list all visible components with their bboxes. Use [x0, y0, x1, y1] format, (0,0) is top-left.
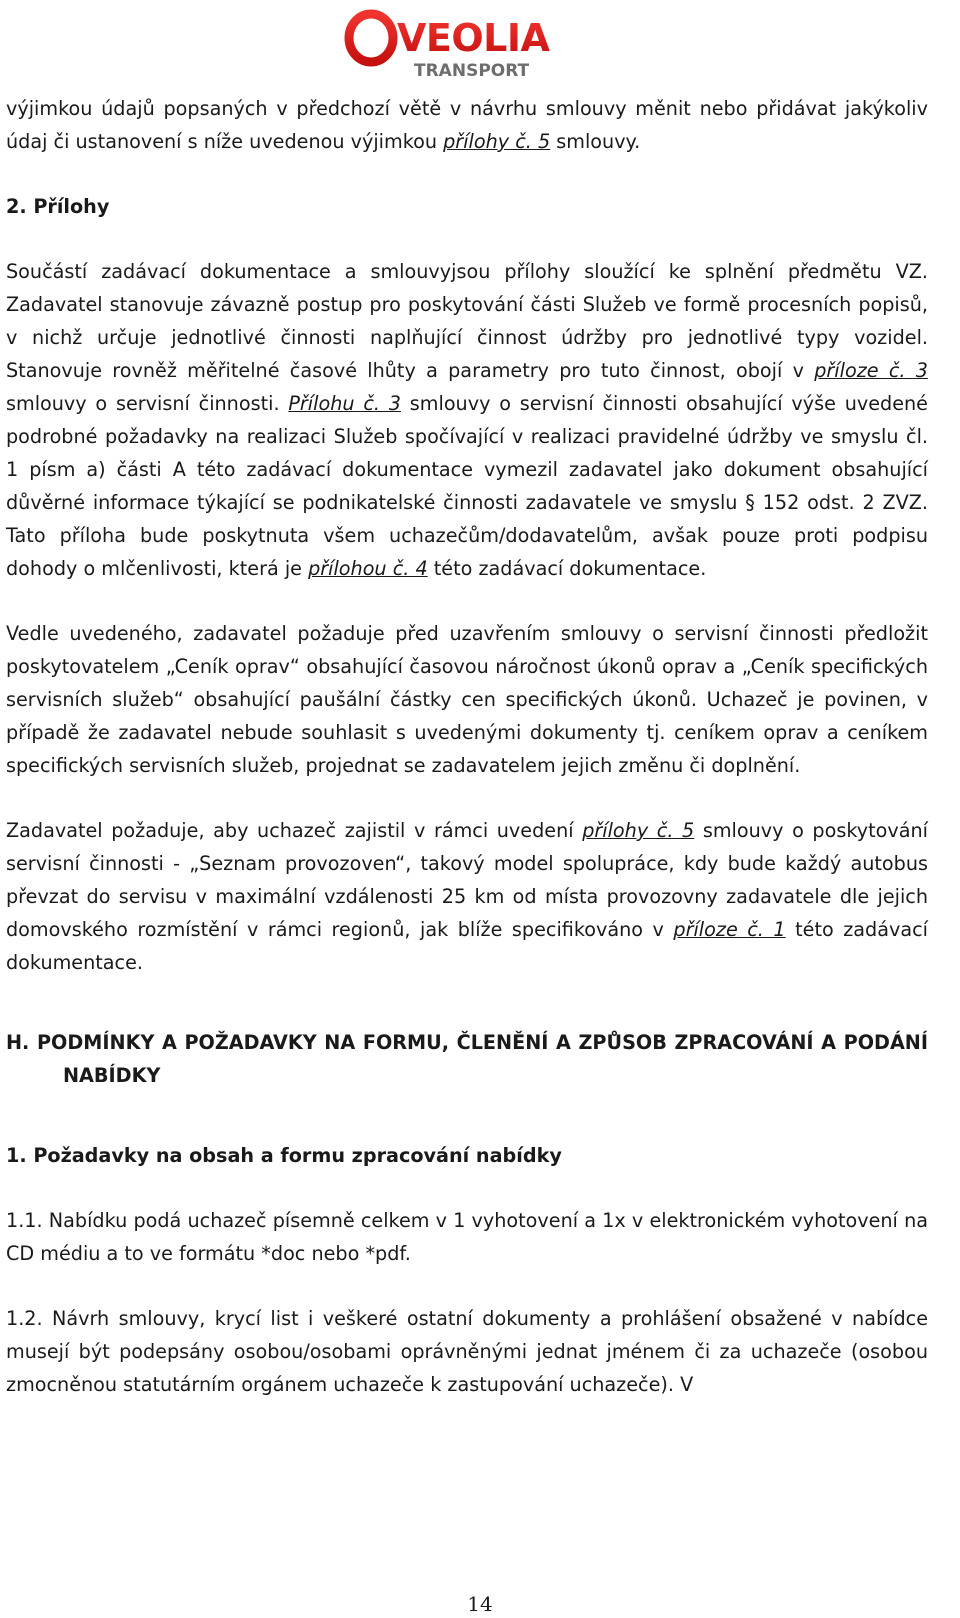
- ref-priloha-3: příloze č. 3: [814, 359, 928, 382]
- paragraph-1-2: 1.2. Návrh smlouvy, krycí list i veškeré ostatní dokumenty a prohlášení obsažené v nabídce musejí být podepsány osobou/osobami oprávněnými jednat jménem či za uchazeče (osobou zmocněnou statutárním orgánem uchazeče k zastupování uchazeče). V: [6, 1307, 928, 1396]
- paragraph-continuation: výjimkou údajů popsaných v předchozí větě v návrhu smlouvy měnit nebo přidávat jakýkoliv údaj či ustanovení s níže uvedenou výjimkou přílohy č. 5 smlouvy.: [6, 97, 928, 153]
- ref-priloha-5-b: přílohy č. 5: [582, 819, 695, 842]
- paragraph-ceniky: Vedle uvedeného, zadavatel požaduje před uzavřením smlouvy o servisní činnosti předložit poskytovatelem „Ceník oprav“ obsahující časovou náročnost úkonů oprav a „Ceník specifických servisních služeb“ obsahující paušální částky cen specifických úkonů. Uchazeč je povinen, v případě že zadavatel nebude souhlasit s uvedenými dokumenty tj. ceníkem oprav a ceníkem specifických servisních služeb, projednat se zadavatelem jejich změnu či doplnění.: [6, 622, 928, 777]
- chapter-heading-h: H. PODMÍNKY A POŽADAVKY NA FORMU, ČLENĚNÍ A ZPŮSOB ZPRACOVÁNÍ A PODÁNÍ NABÍDKY: [6, 1031, 928, 1087]
- section-heading-prilohy: 2. Přílohy: [6, 195, 110, 218]
- veolia-logo-icon: [342, 4, 582, 84]
- ref-priloha-5: přílohy č. 5: [443, 130, 551, 153]
- paragraph-1-1: 1.1. Nabídku podá uchazeč písemně celkem v 1 vyhotovení a 1x v elektronickém vyhotovení na CD médiu a to ve formátu *doc nebo *pdf.: [6, 1209, 928, 1265]
- page-number: 14: [467, 1592, 493, 1616]
- paragraph-prilohy: Součástí zadávací dokumentace a smlouvyjsou přílohy sloužící ke splnění předmětu VZ. Zadavatel stanovuje závazně postup pro poskytování části Služeb ve formě procesních popisů, v nichž určuje jednotlivé činnosti naplňující činnost údržby pro jednotlivé typy vozidel. Stanovuje rovněž měřitelné časové lhůty a parametry pro tuto činnost, obojí v příloze č. 3 smlouvy o servisní činnosti. Přílohu č. 3 smlouvy o servisní činnosti obsahující výše uvedené podrobné požadavky na realizaci Služeb spočívající v realizaci pravidelné údržby ve smyslu čl. 1 písm a) části A této zadávací dokumentace vymezil zadavatel jako dokument obsahující důvěrné informace týkající se podnikatelské činnosti zadavatele ve smyslu § 152 odst. 2 ZVZ. Tato příloha bude poskytnuta všem uchazečům/dodavatelům, avšak pouze proti podpisu dohody o mlčenlivosti, která je přílohou č. 4 této zadávací dokumentace.: [6, 260, 928, 580]
- veolia-transport-logo: [342, 4, 582, 84]
- logo-sub: TRANSPORT: [414, 61, 530, 81]
- paragraph-provozovny: Zadavatel požaduje, aby uchazeč zajistil v rámci uvedení přílohy č. 5 smlouvy o poskytování servisní činnosti - „Seznam provozoven“, takový model spolupráce, kdy bude každý autobus převzat do servisu v maximální vzdálenosti 25 km od místa provozovny zadavatele dle jejich domovského rozmístění v rámci regionů, jak blíže specifikováno v příloze č. 1 této zadávací dokumentace.: [6, 819, 929, 974]
- ref-priloha-1: příloze č. 1: [673, 918, 786, 941]
- document-body: [6, 92, 928, 1401]
- logo-word: VEOLIA: [397, 16, 550, 60]
- ref-priloha-4: přílohou č. 4: [308, 557, 428, 580]
- ref-priloha-3-b: Přílohu č. 3: [288, 392, 401, 415]
- subsection-heading-1: 1. Požadavky na obsah a formu zpracování nabídky: [6, 1144, 562, 1167]
